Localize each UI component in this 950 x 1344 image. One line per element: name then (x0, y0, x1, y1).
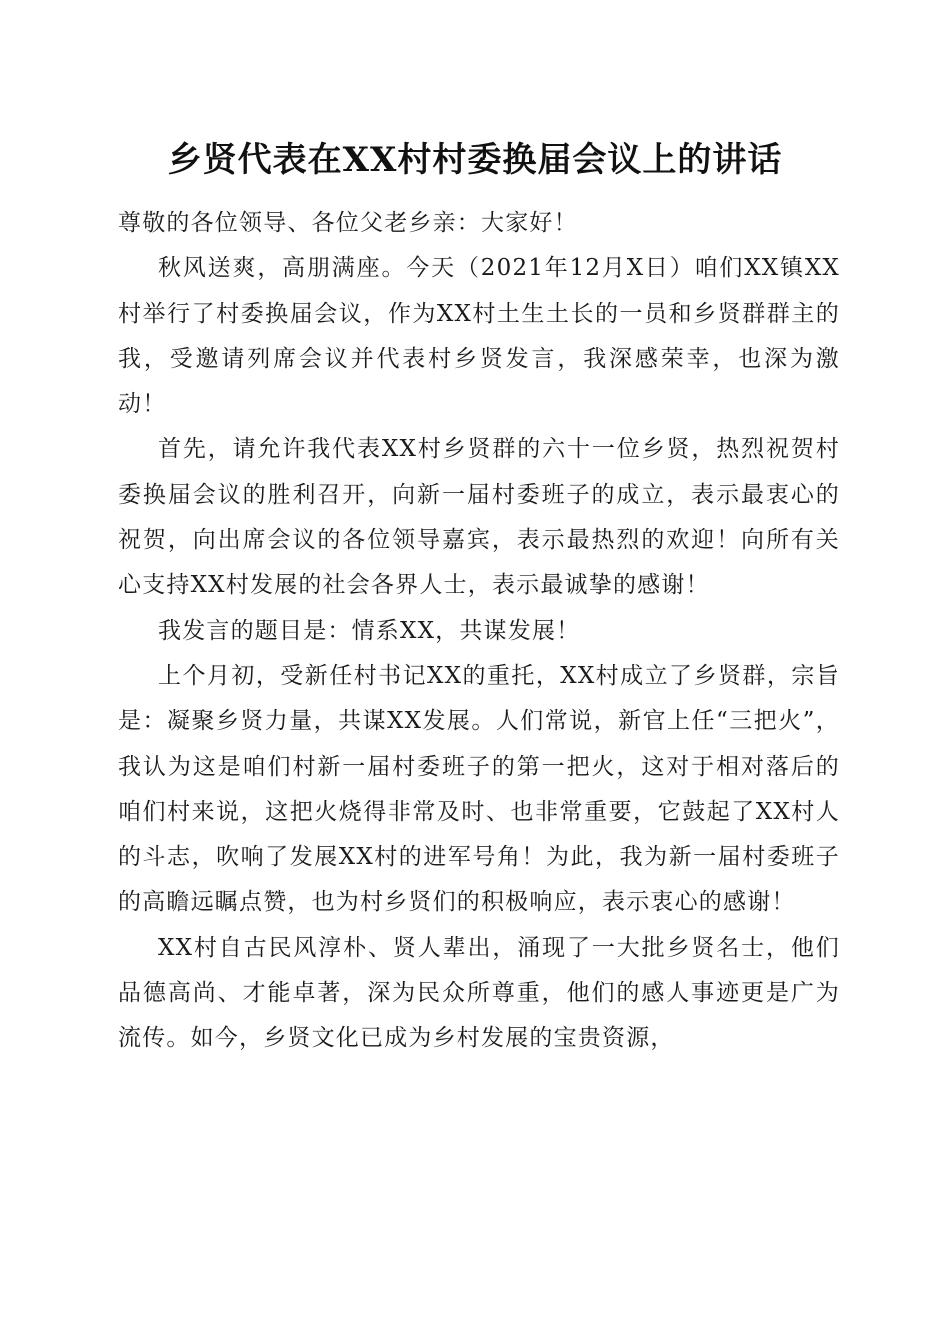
congratulation-paragraph: 首先，请允许我代表XX村乡贤群的六十一位乡贤，热烈祝贺村委换届会议的胜利召开，向新一届村委班子的成立，表示最衷心的祝贺，向出席会议的各位领导嘉宾，表示最热烈的欢迎！向所有关心支持XX村发展的社会各界人士，表示最诚挚的感谢！ (118, 436, 840, 599)
document-body (118, 201, 840, 1062)
opening-paragraph: 秋风送爽，高朋满座。今天（2021年12月X日）咱们XX镇XX村举行了村委换届会议，作为XX村土生土长的一员和乡贤群群主的我，受邀请列席会议并代表村乡贤发言，我深感荣幸，也深为激动！ (118, 255, 840, 418)
history-paragraph: XX村自古民风淳朴、贤人辈出，涌现了一大批乡贤名士，他们品德高尚、才能卓著，深为民众所尊重，他们的感人事迹更是广为流传。如今，乡贤文化已成为乡村发展的宝贵资源， (118, 934, 840, 1052)
document-title: 乡贤代表在XX村村委换届会议上的讲话 (167, 140, 783, 180)
topic-paragraph: 我发言的题目是：情系XX，共谋发展！ (158, 617, 581, 644)
salutation-paragraph: 尊敬的各位领导、各位父老乡亲：大家好！ (118, 210, 578, 236)
background-paragraph: 上个月初，受新任村书记XX的重托，XX村成立了乡贤群，宗旨是：凝聚乡贤力量，共谋XX发展。人们常说，新官上任“三把火”，我认为这是咱们村新一届村委班子的第一把火，这对于相对落后的咱们村来说，这把火烧得非常及时、也非常重要，它鼓起了XX村人的斗志，吹响了发展XX村的进军号角！为此，我为新一届村委班子的高瞻远瞩点赞，也为村乡贤们的积极响应，表示衷心的感谢！ (118, 662, 840, 916)
